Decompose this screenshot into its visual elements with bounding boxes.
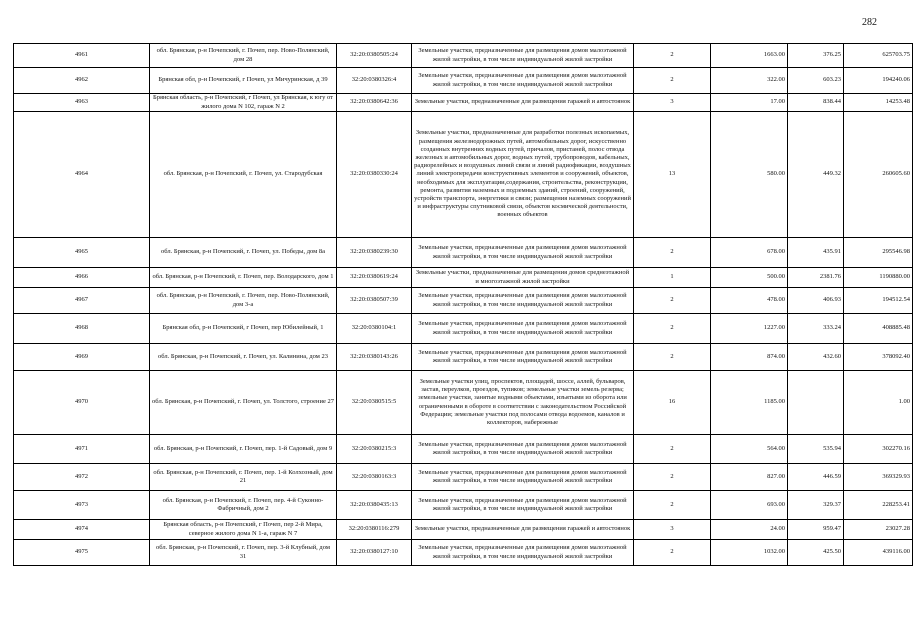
address-cell: Брянская обл, р-н Почепский, г Почеп, ул Мичуринская, д 39 (150, 68, 337, 94)
table-row (14, 344, 913, 371)
table-row (14, 491, 913, 520)
address-cell: обл. Брянская, р-н Почепский, г. Почеп, пер. 1-й Колхозный, дом 21 (150, 464, 337, 491)
page-number: 282 (862, 17, 877, 28)
rate-cell: 329.37 (788, 491, 844, 520)
area-cell: 1663.00 (711, 44, 788, 68)
table-row (14, 435, 913, 464)
cadastral-value-cell: 408885.48 (844, 314, 913, 344)
cadastral-number-cell: 32:20:0380515:5 (337, 371, 412, 435)
address-cell: обл. Брянская, р-н Почепский, г. Почеп, ул. Победы, дом 8а (150, 238, 337, 268)
address-cell: обл. Брянская, р-н Почепский, г. Почеп, ул. Толстого, строение 27 (150, 371, 337, 435)
land-use-cell: Земельные участки, предназначенные для размещения домов малоэтажной жилой застройки, в том числе индивидуальной жилой застройки (412, 540, 634, 566)
row-number: 4970 (14, 371, 150, 435)
area-cell: 1032.00 (711, 540, 788, 566)
cadastral-number-cell: 32:20:0380505:24 (337, 44, 412, 68)
cadastral-number-cell: 32:20:0380619:24 (337, 268, 412, 288)
row-number: 4968 (14, 314, 150, 344)
rate-cell: 603.23 (788, 68, 844, 94)
cadastral-number-cell: 32:20:0380127:10 (337, 540, 412, 566)
cadastral-value-cell: 194512.54 (844, 288, 913, 314)
cadastral-number-cell: 32:20:0380239:30 (337, 238, 412, 268)
land-use-cell: Земельные участки, предназначенные для разработки полезных ископаемых, размещения железнодорожных путей, автомобильных дорог, искусственно созданных внутренних водных путей, причалов, пристаней, полос отвода железных и автомобильных дорог, водных путей, трубопроводов, кабельных, радиорелейных и воздушных линий связи и линий радиофикации, воздушных линий электропередачи конструктивных элементов и сооружений, объектов, необходимых для эксплуатации,содержания, строительства, реконструкции, ремонта, развития наземных и подземных зданий, строений, сооружений, устройств транспорта, энергетики и связи; размещения наземных сооружений и инфраструктуры спутниковой связи, объектов космической деятельности, военных объектов (412, 112, 634, 238)
cadastral-value-cell: 295546.98 (844, 238, 913, 268)
address-cell: обл. Брянская, р-н Почепский, г. Почеп, пер. 4-й Суконно-Фабричный, дом 2 (150, 491, 337, 520)
table-row (14, 44, 913, 68)
cadastral-number-cell: 32:20:0380507:39 (337, 288, 412, 314)
land-registry-table (13, 43, 913, 566)
area-cell: 17.00 (711, 94, 788, 112)
row-number: 4969 (14, 344, 150, 371)
area-cell: 580.00 (711, 112, 788, 238)
use-code-cell: 2 (634, 464, 711, 491)
cadastral-value-cell: 1.00 (844, 371, 913, 435)
land-use-cell: Земельные участки, предназначенные для размещения домов малоэтажной жилой застройки, в том числе индивидуальной жилой застройки (412, 44, 634, 68)
cadastral-value-cell: 260605.60 (844, 112, 913, 238)
row-number: 4965 (14, 238, 150, 268)
area-cell: 693.00 (711, 491, 788, 520)
cadastral-number-cell: 32:20:0380104:1 (337, 314, 412, 344)
cadastral-number-cell: 32:20:0380163:3 (337, 464, 412, 491)
use-code-cell: 2 (634, 68, 711, 94)
rate-cell: 425.50 (788, 540, 844, 566)
rate-cell: 435.91 (788, 238, 844, 268)
address-cell: обл. Брянская, р-н Почепский, г. Почеп, пер. Володарского, дом 1 (150, 268, 337, 288)
rate-cell: 535.94 (788, 435, 844, 464)
cadastral-value-cell: 228253.41 (844, 491, 913, 520)
use-code-cell: 2 (634, 540, 711, 566)
land-use-cell: Земельные участки, предназначенные для размещения домов малоэтажной жилой застройки, в том числе индивидуальной жилой застройки (412, 344, 634, 371)
rate-cell: 406.93 (788, 288, 844, 314)
rate-cell (788, 371, 844, 435)
use-code-cell: 2 (634, 491, 711, 520)
area-cell: 678.00 (711, 238, 788, 268)
land-use-cell: Земельные участки, предназначенные для размещения домов малоэтажной жилой застройки, в том числе индивидуальной жилой застройки (412, 68, 634, 94)
cadastral-number-cell: 32:20:0380330:24 (337, 112, 412, 238)
area-cell: 322.00 (711, 68, 788, 94)
use-code-cell: 2 (634, 44, 711, 68)
use-code-cell: 13 (634, 112, 711, 238)
row-number: 4971 (14, 435, 150, 464)
use-code-cell: 2 (634, 238, 711, 268)
rate-cell: 333.24 (788, 314, 844, 344)
use-code-cell: 3 (634, 94, 711, 112)
table-row (14, 268, 913, 288)
use-code-cell: 2 (634, 435, 711, 464)
use-code-cell: 2 (634, 288, 711, 314)
table-row (14, 68, 913, 94)
address-cell: Брянская область, р-н Почепский, г Почеп, пер 2-й Мира, северное жилого дома N 1-а, гараж N 7 (150, 520, 337, 540)
use-code-cell: 1 (634, 268, 711, 288)
cadastral-value-cell: 14253.48 (844, 94, 913, 112)
address-cell: обл. Брянская, р-н Почепский, г. Почеп, ул. Стародубская (150, 112, 337, 238)
area-cell: 827.00 (711, 464, 788, 491)
cadastral-number-cell: 32:20:0380116:279 (337, 520, 412, 540)
cadastral-value-cell: 194240.06 (844, 68, 913, 94)
table-row (14, 520, 913, 540)
cadastral-value-cell: 369329.93 (844, 464, 913, 491)
area-cell: 500.00 (711, 268, 788, 288)
land-use-cell: Земельные участки, предназначенные для размещения домов малоэтажной жилой застройки, в том числе индивидуальной жилой застройки (412, 491, 634, 520)
rate-cell: 2381.76 (788, 268, 844, 288)
address-cell: Брянская область, р-н Почепский, г Почеп, ул Брянская, к югу от жилого дома N 102, гараж N 2 (150, 94, 337, 112)
table-row (14, 464, 913, 491)
table-row (14, 94, 913, 112)
rate-cell: 432.60 (788, 344, 844, 371)
land-use-cell: Земельные участки, предназначенные для размещения домов малоэтажной жилой застройки, в том числе индивидуальной жилой застройки (412, 314, 634, 344)
cadastral-number-cell: 32:20:0380326:4 (337, 68, 412, 94)
cadastral-number-cell: 32:20:0380215:3 (337, 435, 412, 464)
address-cell: обл. Брянская, р-н Почепский, г. Почеп, пер. 1-й Садовый, дом 9 (150, 435, 337, 464)
rate-cell: 376.25 (788, 44, 844, 68)
row-number: 4972 (14, 464, 150, 491)
area-cell: 564.00 (711, 435, 788, 464)
land-use-cell: Земельные участки, предназначенные для размещения домов среднеэтажной и многоэтажной жилой застройки (412, 268, 634, 288)
table-row (14, 238, 913, 268)
land-use-cell: Земельные участки, предназначенные для размещения гаражей и автостоянок (412, 520, 634, 540)
area-cell: 24.00 (711, 520, 788, 540)
cadastral-value-cell: 23027.28 (844, 520, 913, 540)
row-number: 4966 (14, 268, 150, 288)
table-row (14, 540, 913, 566)
row-number: 4975 (14, 540, 150, 566)
rate-cell: 959.47 (788, 520, 844, 540)
cadastral-number-cell: 32:20:0380435:13 (337, 491, 412, 520)
table-row (14, 288, 913, 314)
rate-cell: 838.44 (788, 94, 844, 112)
row-number: 4964 (14, 112, 150, 238)
use-code-cell: 2 (634, 314, 711, 344)
area-cell: 1227.00 (711, 314, 788, 344)
table-row (14, 314, 913, 344)
land-use-cell: Земельные участки, предназначенные для размещения домов малоэтажной жилой застройки, в том числе индивидуальной жилой застройки (412, 464, 634, 491)
rate-cell: 446.59 (788, 464, 844, 491)
cadastral-value-cell: 378092.40 (844, 344, 913, 371)
address-cell: обл. Брянская, р-н Почепский, г. Почеп, пер. Ново-Полянский, дом 28 (150, 44, 337, 68)
address-cell: обл. Брянская, р-н Почепский, г. Почеп, ул. Калинина, дом 23 (150, 344, 337, 371)
table-row (14, 371, 913, 435)
row-number: 4974 (14, 520, 150, 540)
land-use-cell: Земельные участки, предназначенные для размещения домов малоэтажной жилой застройки, в том числе индивидуальной жилой застройки (412, 238, 634, 268)
land-use-cell: Земельные участки, предназначенные для размещения гаражей и автостоянок (412, 94, 634, 112)
use-code-cell: 3 (634, 520, 711, 540)
cadastral-value-cell: 302270.16 (844, 435, 913, 464)
use-code-cell: 2 (634, 344, 711, 371)
table-row (14, 112, 913, 238)
address-cell: Брянская обл, р-н Почепский, г Почеп, пер Юбилейный, 1 (150, 314, 337, 344)
area-cell: 1185.00 (711, 371, 788, 435)
area-cell: 478.00 (711, 288, 788, 314)
land-use-cell: Земельные участки улиц, проспектов, площадей, шоссе, аллей, бульваров, застав, переулков, проездов, тупиков; земельные участки земель резерва; земельные участки, занятые водными объектами, изъятыми из оборота или ограниченными в обороте в соответствии с законодательством Российской Федерации; земельные участки под полосами отвода водоемов, каналов и коллекторов, набережные (412, 371, 634, 435)
address-cell: обл. Брянская, р-н Почепский, г. Почеп, пер. Ново-Полянский, дом 3-а (150, 288, 337, 314)
cadastral-number-cell: 32:20:0380642:36 (337, 94, 412, 112)
row-number: 4961 (14, 44, 150, 68)
cadastral-value-cell: 625703.75 (844, 44, 913, 68)
cadastral-number-cell: 32:20:0380143:26 (337, 344, 412, 371)
rate-cell: 449.32 (788, 112, 844, 238)
row-number: 4973 (14, 491, 150, 520)
use-code-cell: 16 (634, 371, 711, 435)
address-cell: обл. Брянская, р-н Почепский, г. Почеп, пер. 3-й Клубный, дом 31 (150, 540, 337, 566)
cadastral-value-cell: 1190880.00 (844, 268, 913, 288)
row-number: 4962 (14, 68, 150, 94)
row-number: 4963 (14, 94, 150, 112)
area-cell: 874.00 (711, 344, 788, 371)
row-number: 4967 (14, 288, 150, 314)
land-use-cell: Земельные участки, предназначенные для размещения домов малоэтажной жилой застройки, в том числе индивидуальной жилой застройки (412, 435, 634, 464)
cadastral-value-cell: 439116.00 (844, 540, 913, 566)
land-use-cell: Земельные участки, предназначенные для размещения домов малоэтажной жилой застройки, в том числе индивидуальной жилой застройки (412, 288, 634, 314)
